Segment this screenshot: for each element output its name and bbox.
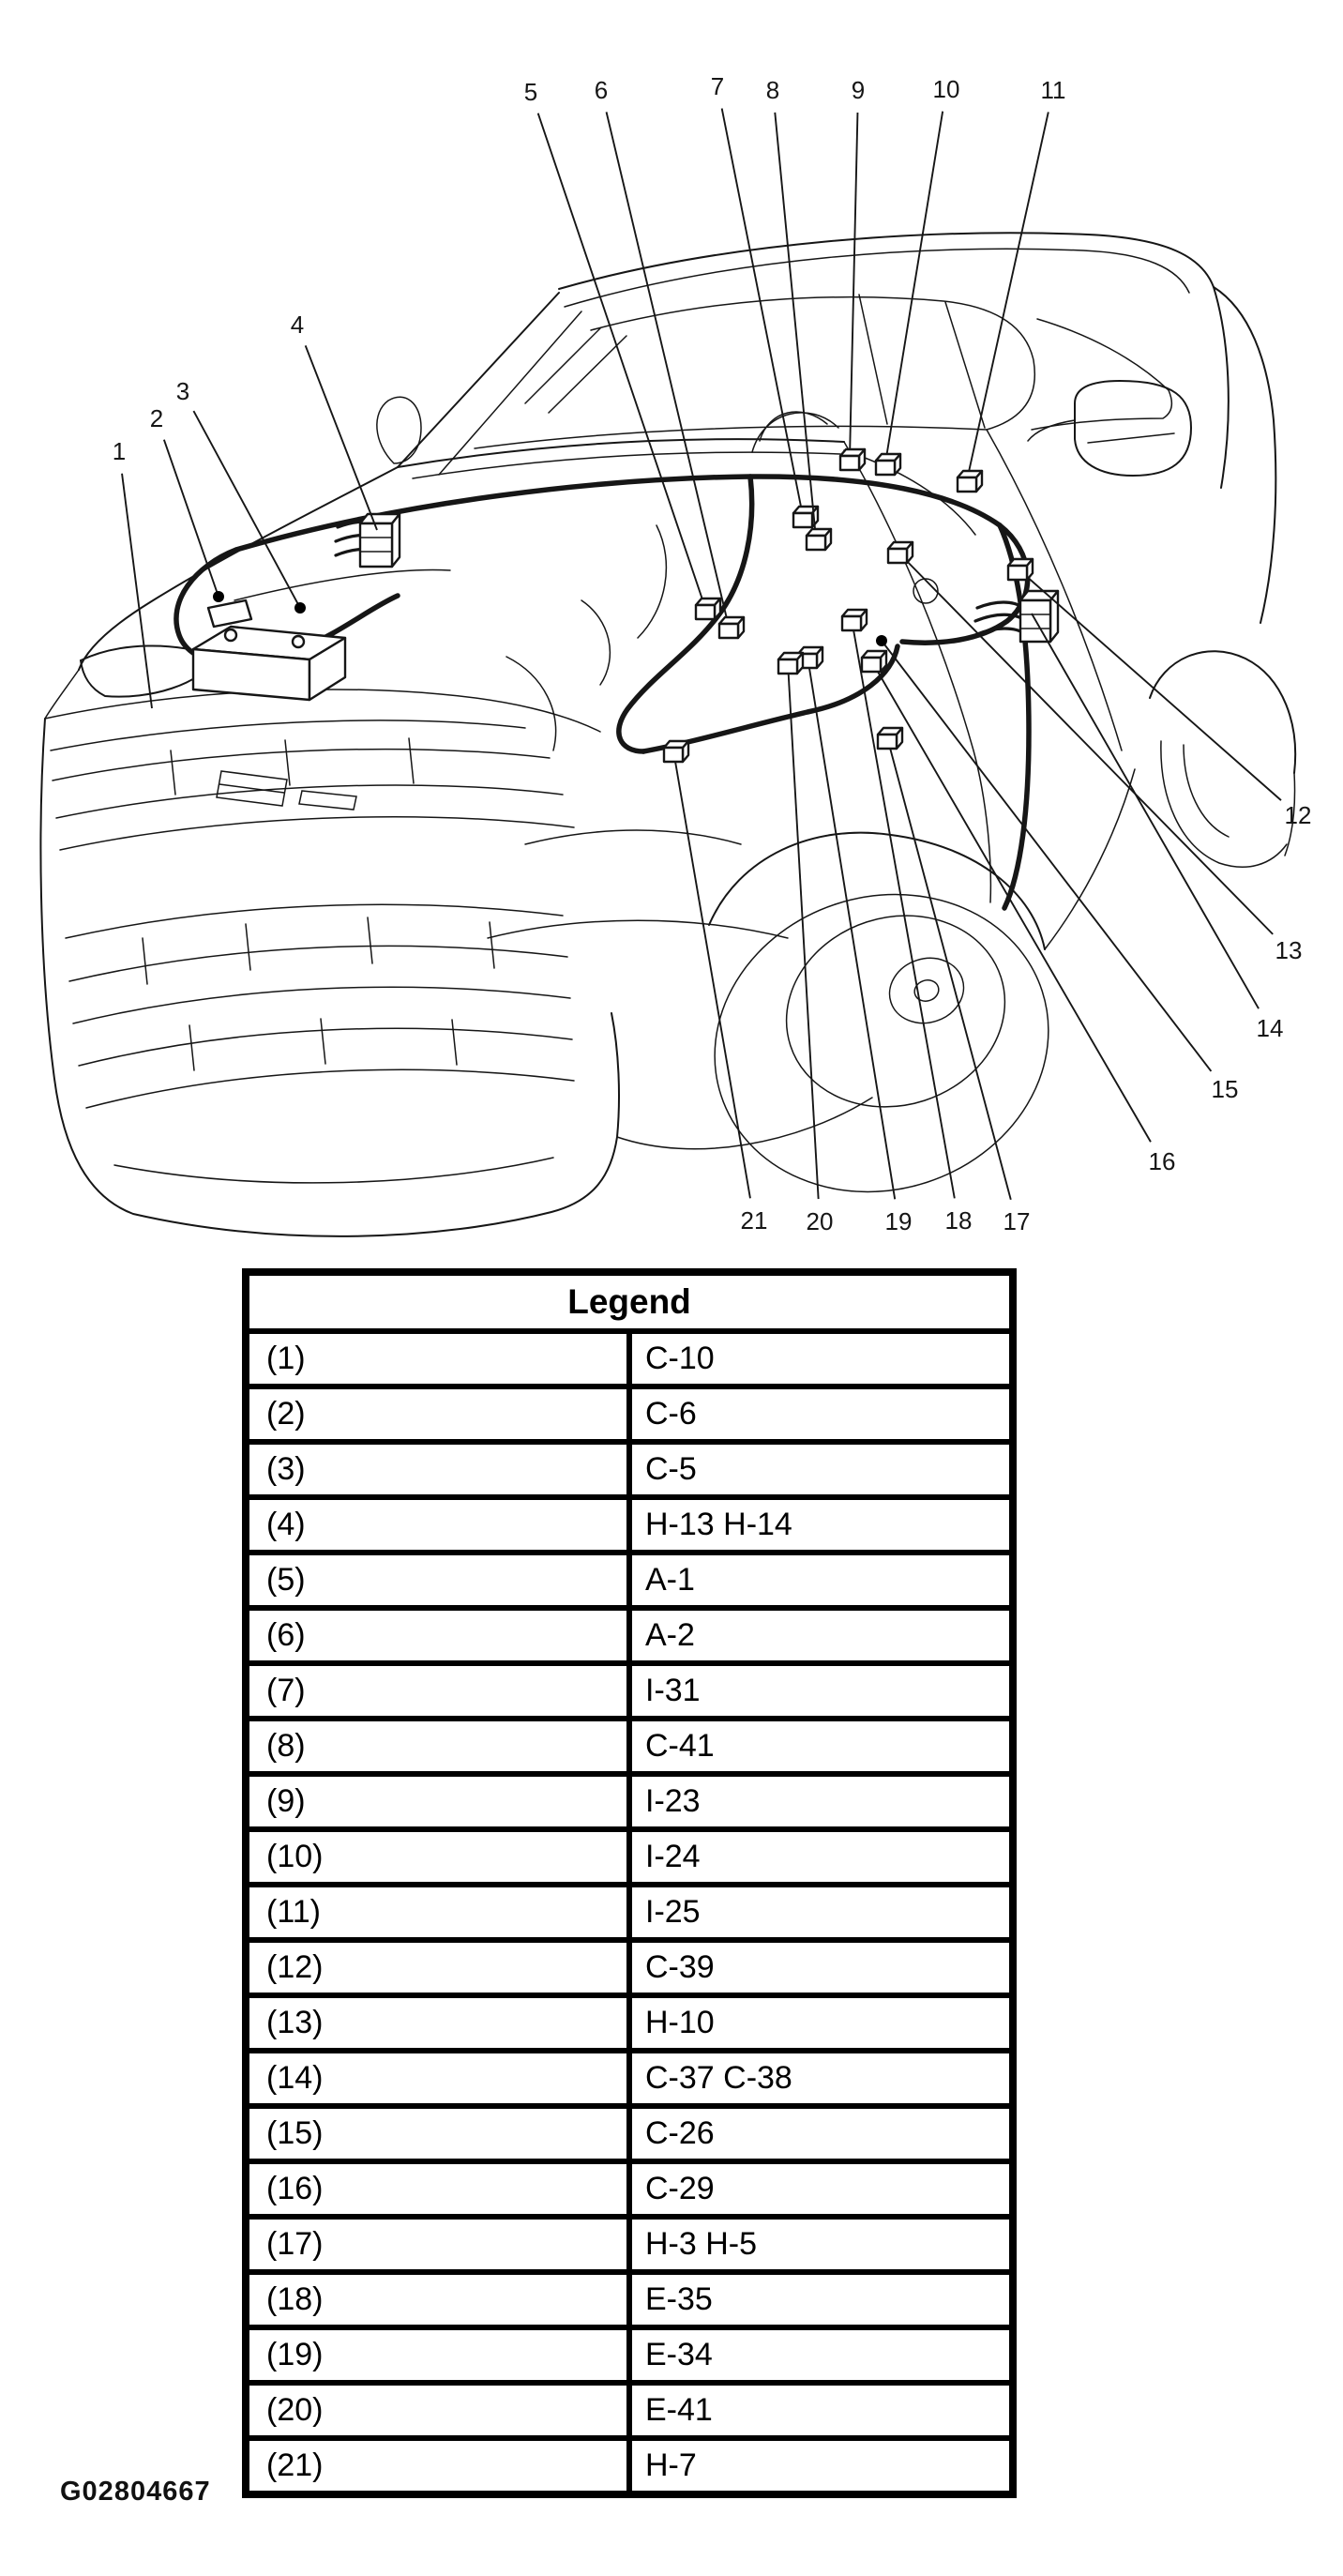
legend-row (246, 1885, 1013, 1940)
leader-line-3 (193, 411, 300, 608)
legend-callout-number: (10) (246, 1829, 629, 1885)
vehicle-line-art (0, 0, 1343, 1257)
leader-line-11 (967, 112, 1049, 480)
legend-row (246, 1995, 1013, 2051)
callout-8: 8 (765, 76, 780, 104)
legend-connector-code: E-34 (629, 2327, 1013, 2383)
connector-box-13 (888, 542, 913, 563)
legend-row (246, 2217, 1013, 2272)
legend-connector-code: H-7 (629, 2438, 1013, 2494)
legend-connector-code: H-3 H-5 (629, 2217, 1013, 2272)
callout-6: 6 (594, 76, 609, 104)
legend-callout-number: (2) (246, 1386, 629, 1442)
connector-box-9 (840, 449, 865, 470)
legend-callout-number: (15) (246, 2106, 629, 2161)
legend-connector-code: E-41 (629, 2383, 1013, 2438)
legend-row (246, 2383, 1013, 2438)
legend-connector-code: H-10 (629, 1995, 1013, 2051)
leader-line-12 (1018, 568, 1281, 800)
legend-connector-code: C-37 C-38 (629, 2051, 1013, 2106)
callout-17: 17 (1003, 1207, 1031, 1235)
callout-14: 14 (1256, 1014, 1284, 1042)
connector-box-8 (807, 529, 831, 550)
legend-header-row (246, 1272, 1013, 1331)
legend-connector-code: C-5 (629, 1442, 1013, 1497)
legend-callout-number: (19) (246, 2327, 629, 2383)
legend-row (246, 1331, 1013, 1386)
callout-20: 20 (806, 1207, 834, 1235)
legend-row (246, 2327, 1013, 2383)
legend-callout-number: (6) (246, 1608, 629, 1663)
legend-connector-code: C-39 (629, 1940, 1013, 1995)
legend-body (246, 1331, 1013, 2494)
legend-connector-code: C-6 (629, 1386, 1013, 1442)
leader-line-1 (122, 474, 152, 708)
connector-box-20 (778, 653, 803, 674)
leader-line-2 (164, 440, 219, 597)
legend-connector-code: A-2 (629, 1608, 1013, 1663)
callout-19: 19 (884, 1207, 913, 1235)
leader-line-16 (871, 660, 1151, 1142)
leader-line-9 (850, 113, 857, 459)
connector-box-17 (878, 728, 902, 749)
connector-box-5 (696, 599, 720, 619)
legend-callout-number: (12) (246, 1940, 629, 1995)
legend-connector-code: E-35 (629, 2272, 1013, 2327)
connector-stack-h13-h14 (360, 514, 400, 567)
legend-connector-code: H-13 H-14 (629, 1497, 1013, 1553)
connector-box-18 (842, 610, 867, 630)
grille-bumper (40, 719, 619, 1236)
legend-callout-number: (11) (246, 1885, 629, 1940)
legend-callout-number: (9) (246, 1774, 629, 1829)
callout-13: 13 (1275, 936, 1303, 964)
legend-callout-number: (14) (246, 2051, 629, 2106)
legend-callout-number: (13) (246, 1995, 629, 2051)
legend-row (246, 1442, 1013, 1497)
legend-callout-number: (5) (246, 1553, 629, 1608)
leader-line-5 (538, 114, 705, 608)
callout-12: 12 (1284, 801, 1312, 829)
connector-box-21 (664, 741, 688, 762)
legend-row (246, 1386, 1013, 1442)
callout-21: 21 (740, 1206, 768, 1235)
leader-line-14 (1032, 614, 1259, 1008)
connector-box-10 (876, 454, 900, 475)
connector-dot-2 (213, 591, 224, 602)
legend-row (246, 1497, 1013, 1553)
legend-title: Legend (246, 1272, 1013, 1331)
leader-line-7 (722, 109, 803, 516)
leader-line-17 (887, 737, 1011, 1200)
legend-table (242, 1268, 1017, 2498)
legend-callout-number: (21) (246, 2438, 629, 2494)
callout-3: 3 (175, 377, 190, 405)
legend-row (246, 2161, 1013, 2217)
callout-4: 4 (290, 311, 305, 339)
callout-11: 11 (1040, 76, 1066, 104)
legend-callout-number: (4) (246, 1497, 629, 1553)
callout-5: 5 (523, 78, 538, 106)
rear-wheel (1150, 651, 1295, 867)
legend-connector-code: C-29 (629, 2161, 1013, 2217)
callout-1: 1 (112, 437, 127, 465)
legend-row (246, 2272, 1013, 2327)
legend-row (246, 2438, 1013, 2494)
leader-line-21 (673, 750, 750, 1198)
legend-callout-number: (16) (246, 2161, 629, 2217)
legend-connector-code: I-23 (629, 1774, 1013, 1829)
legend-row (246, 2106, 1013, 2161)
legend-row (246, 1608, 1013, 1663)
legend-connector-code: I-31 (629, 1663, 1013, 1719)
legend-callout-number: (8) (246, 1719, 629, 1774)
legend-callout-number: (20) (246, 2383, 629, 2438)
front-wheel (617, 833, 1087, 1235)
legend-row (246, 1829, 1013, 1885)
callout-18: 18 (944, 1206, 973, 1235)
legend-connector-code: A-1 (629, 1553, 1013, 1608)
legend-row (246, 1553, 1013, 1608)
legend-connector-code: I-24 (629, 1829, 1013, 1885)
legend-callout-number: (1) (246, 1331, 629, 1386)
connector-dot-15 (876, 635, 887, 646)
legend-callout-number: (3) (246, 1442, 629, 1497)
callout-16: 16 (1148, 1147, 1176, 1175)
legend-row (246, 1719, 1013, 1774)
battery (193, 600, 345, 700)
legend-callout-number: (17) (246, 2217, 629, 2272)
leader-line-10 (885, 112, 943, 463)
legend-row (246, 1940, 1013, 1995)
engine-bay-lines (488, 525, 938, 938)
callout-10: 10 (932, 75, 960, 103)
legend-callout-number: (18) (246, 2272, 629, 2327)
leader-line-18 (852, 619, 955, 1198)
figure-code: G02804667 (60, 2477, 211, 2507)
legend-connector-code: C-10 (629, 1331, 1013, 1386)
callout-7: 7 (710, 72, 725, 100)
callout-2: 2 (149, 404, 164, 432)
legend-connector-code: I-25 (629, 1885, 1013, 1940)
connector-box-12 (1008, 559, 1033, 580)
connector-box-16 (862, 651, 886, 672)
legend-connector-code: C-26 (629, 2106, 1013, 2161)
connector-dot-3 (294, 602, 306, 614)
callout-15: 15 (1211, 1075, 1239, 1103)
connector-box-11 (958, 471, 982, 492)
legend-row (246, 2051, 1013, 2106)
leader-line-20 (788, 662, 819, 1199)
legend-row (246, 1663, 1013, 1719)
legend-row (246, 1774, 1013, 1829)
legend-callout-number: (7) (246, 1663, 629, 1719)
legend-connector-code: C-41 (629, 1719, 1013, 1774)
connector-box-6 (719, 617, 744, 638)
callout-9: 9 (851, 76, 866, 104)
leader-line-4 (306, 345, 377, 530)
vehicle-wiring-diagram (0, 0, 1343, 1257)
